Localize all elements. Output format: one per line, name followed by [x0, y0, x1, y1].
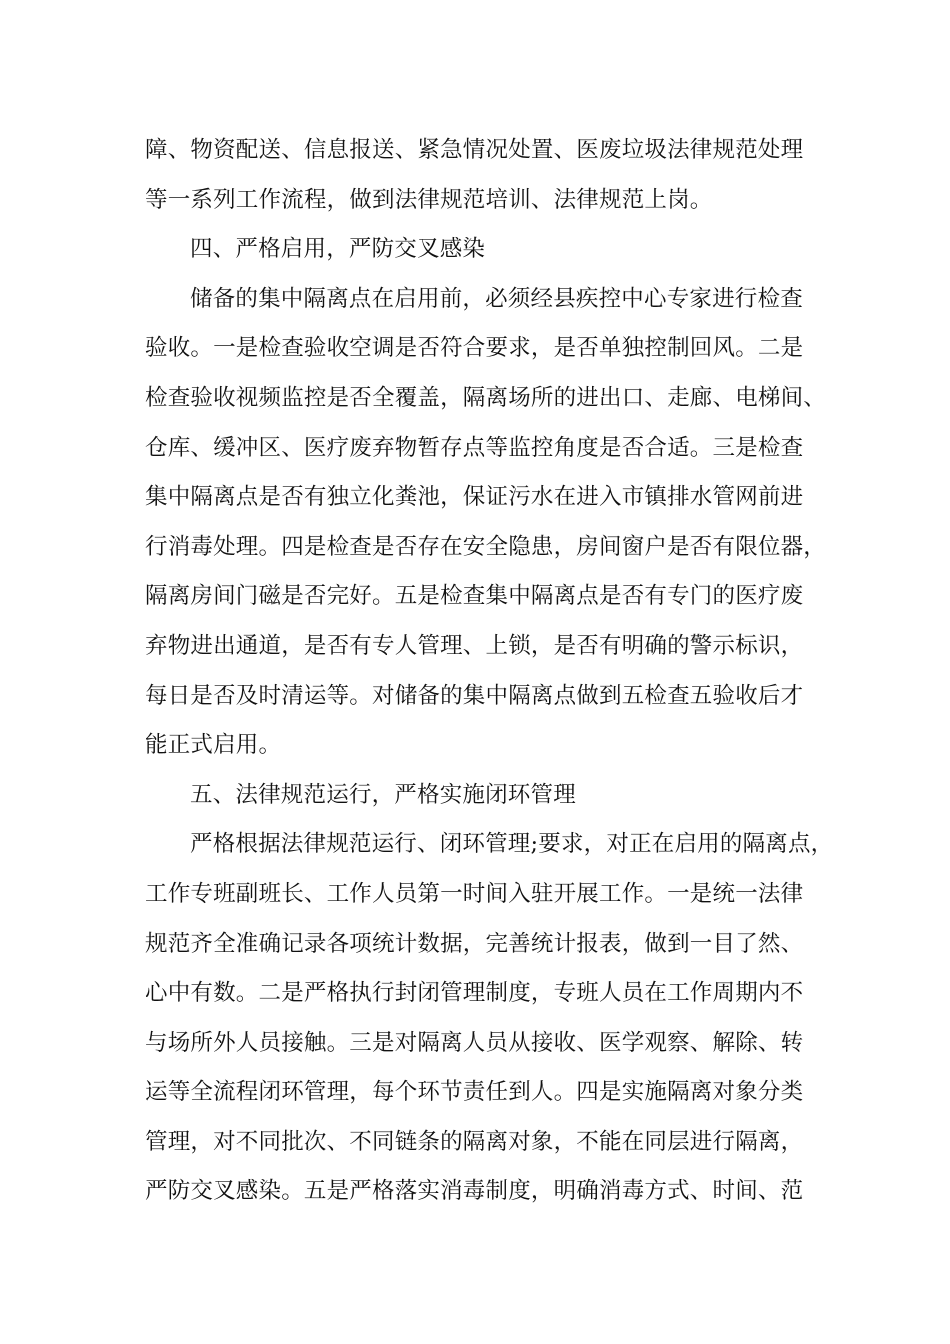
text-line: 心中有数。二是严格执行封闭管理制度，专班人员在工作周期内不	[145, 980, 804, 1007]
text-line: 检查验收视频监控是否全覆盖，隔离场所的进出口、走廊、电梯间、	[145, 384, 827, 411]
text-line: 能正式启用。	[145, 732, 282, 759]
section-heading: 四、严格启用，严防交叉感染	[190, 236, 486, 263]
text-line: 工作专班副班长、工作人员第一时间入驻开展工作。一是统一法律	[145, 880, 804, 907]
text-line: 与场所外人员接触。三是对隔离人员从接收、医学观察、解除、转	[145, 1029, 804, 1056]
text-line: 仓库、缓冲区、医疗废弃物暂存点等监控角度是否合适。三是检查	[145, 434, 804, 461]
text-line: 行消毒处理。四是检查是否存在安全隐患，房间窗户是否有限位器，	[145, 533, 827, 560]
text-line: 严防交叉感染。五是严格落实消毒制度，明确消毒方式、时间、范	[145, 1178, 804, 1205]
text-line: 弃物进出通道，是否有专人管理、上锁，是否有明确的警示标识，	[145, 632, 804, 659]
text-line: 每日是否及时清运等。对储备的集中隔离点做到五检查五验收后才	[145, 682, 804, 709]
section-heading: 五、法律规范运行，严格实施闭环管理	[190, 781, 576, 808]
text-line: 储备的集中隔离点在启用前，必须经县疾控中心专家进行检查	[190, 285, 803, 312]
text-line: 验收。一是检查验收空调是否符合要求，是否单独控制回风。二是	[145, 335, 804, 362]
text-line: 运等全流程闭环管理，每个环节责任到人。四是实施隔离对象分类	[145, 1079, 804, 1106]
text-line: 隔离房间门磁是否完好。五是检查集中隔离点是否有专门的医疗废	[145, 583, 804, 610]
text-line: 管理，对不同批次、不同链条的隔离对象，不能在同层进行隔离，	[145, 1128, 804, 1155]
text-line: 障、物资配送、信息报送、紧急情况处置、医废垃圾法律规范处理	[145, 137, 804, 163]
document-body	[145, 126, 834, 1217]
text-line: 集中隔离点是否有独立化粪池，保证污水在进入市镇排水管网前进	[145, 484, 804, 511]
text-line: 等一系列工作流程，做到法律规范培训、法律规范上岗。	[145, 186, 713, 213]
text-line: 规范齐全准确记录各项统计数据，完善统计报表，做到一目了然、	[145, 930, 804, 957]
text-line: 严格根据法律规范运行、闭环管理;要求，对正在启用的隔离点，	[190, 831, 834, 858]
